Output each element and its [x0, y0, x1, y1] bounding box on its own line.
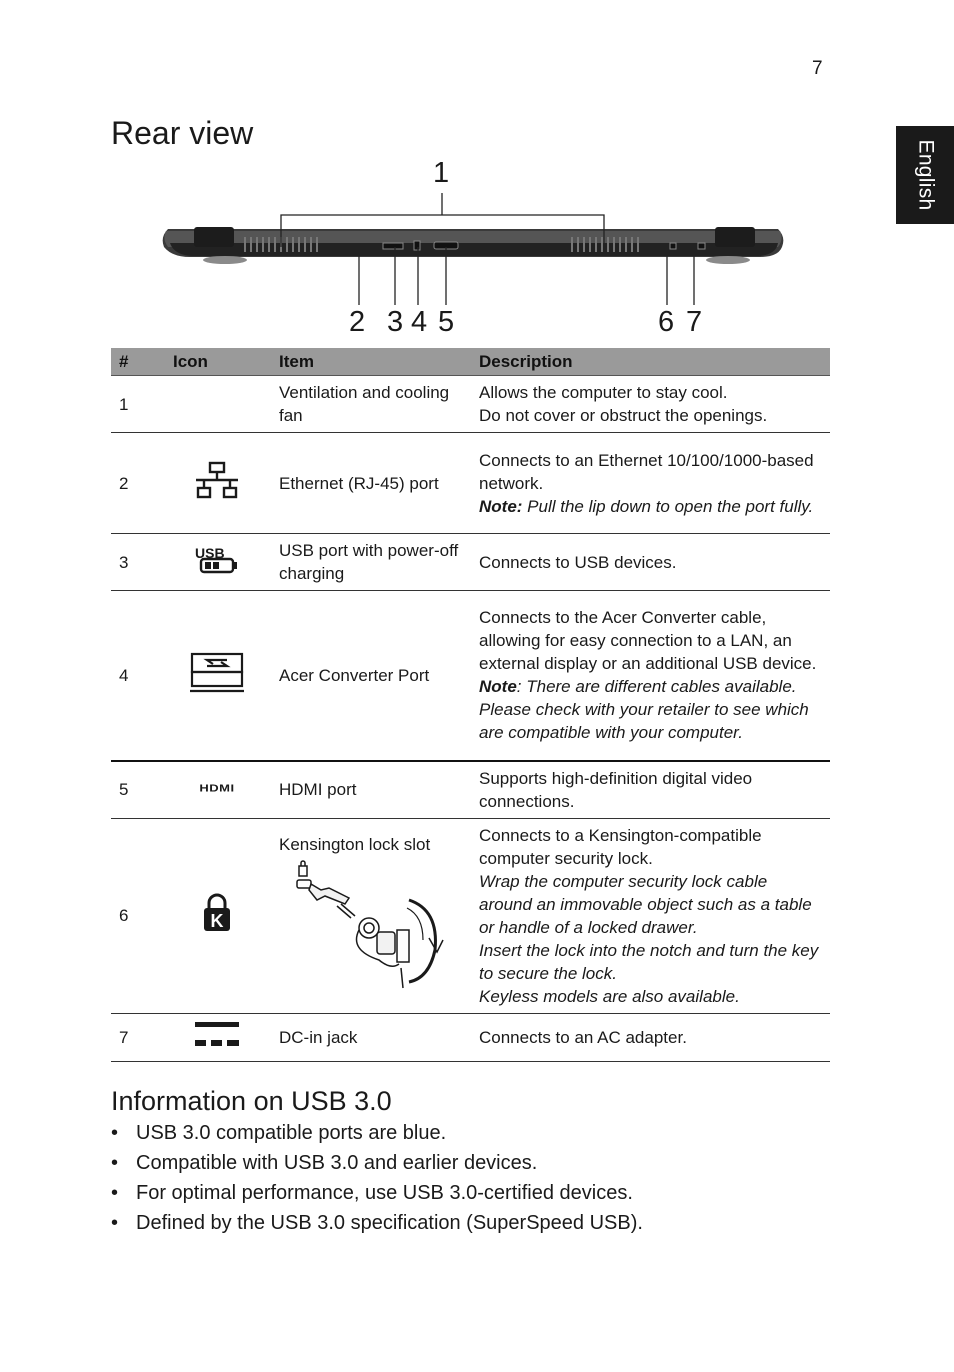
- description-italic-line: Wrap the computer security lock cable around an immovable object such as a table or handle of a locked drawer.: [479, 871, 812, 937]
- row-description: [471, 376, 830, 433]
- icon-cell: [161, 534, 271, 591]
- callout-1: 1: [433, 157, 450, 189]
- note-text: : There are different cables available. Please check with your retailer to see which are compatible with your computer.: [479, 677, 809, 743]
- icon-cell: [161, 376, 271, 433]
- row-number: 7: [111, 1013, 161, 1061]
- row-number: 3: [111, 534, 161, 591]
- list-item-text: For optimal performance, use USB 3.0-certified devices.: [136, 1182, 633, 1204]
- row-item: USB port with power-off charging: [271, 534, 471, 591]
- section-title-rear-view: Rear view: [111, 115, 254, 151]
- column-header-icon: Icon: [161, 348, 271, 376]
- note-label: Note: [479, 677, 517, 697]
- bullet-icon: •: [111, 1152, 119, 1174]
- description-italic-line: Insert the lock into the notch and turn the key to secure the lock.: [479, 940, 819, 983]
- list-item: [111, 1151, 643, 1181]
- list-item-text: USB 3.0 compatible ports are blue.: [136, 1122, 447, 1144]
- callout-7: 7: [686, 306, 703, 338]
- row-description: Connects to an AC adapter.: [471, 1013, 830, 1061]
- row-number: 1: [111, 376, 161, 433]
- kensington-lock-icon: [202, 893, 232, 933]
- list-item: [111, 1211, 643, 1241]
- table-row: [111, 376, 830, 433]
- dc-in-icon: [193, 1020, 241, 1048]
- page-number: 7: [812, 58, 823, 79]
- description-line: Connects to the Acer Converter cable, allowing for easy connection to a LAN, an external display or an additional USB device.: [479, 608, 817, 674]
- description-line: Do not cover or obstruct the openings.: [479, 406, 768, 425]
- icon-cell: [161, 761, 271, 819]
- description-line: Connects to a Kensington-compatible computer security lock.: [479, 825, 762, 868]
- bullet-icon: •: [111, 1182, 119, 1204]
- row-item: Acer Converter Port: [271, 591, 471, 761]
- usb-icon-label: USB: [195, 545, 225, 561]
- description-italic-line: Keyless models are also available.: [479, 986, 740, 1006]
- callout-6: 6: [658, 306, 675, 338]
- icon-cell: [161, 1013, 271, 1061]
- list-item: [111, 1181, 643, 1211]
- table-row: [111, 1013, 830, 1061]
- row-item: Kensington lock slot: [279, 834, 431, 854]
- row-item: Ventilation and cooling fan: [271, 376, 471, 433]
- language-tab-label: English: [914, 139, 938, 211]
- row-item: DC-in jack: [271, 1013, 471, 1061]
- callout-2: 2: [349, 306, 366, 338]
- note-label: Note:: [479, 496, 523, 516]
- row-description: [471, 591, 830, 761]
- description-line: Connects to an Ethernet 10/100/1000-based network.: [479, 450, 814, 493]
- column-header-description: Description: [471, 348, 830, 376]
- list-item-text: Defined by the USB 3.0 specification (SuperSpeed USB).: [136, 1212, 643, 1234]
- row-number: 6: [111, 818, 161, 1013]
- row-description: Supports high-definition digital video connections.: [471, 761, 830, 819]
- row-description: [471, 433, 830, 534]
- rear-view-diagram: [150, 155, 800, 345]
- bullet-icon: •: [111, 1122, 119, 1144]
- hdmi-icon: [191, 779, 243, 795]
- usb-power-off-charging-icon: [193, 543, 241, 575]
- column-header-number: #: [111, 348, 161, 376]
- rear-ports-table: [111, 348, 830, 1062]
- icon-cell: [161, 818, 271, 1013]
- callout-3: 3: [387, 306, 404, 338]
- table-row: [111, 818, 830, 1013]
- column-header-item: Item: [271, 348, 471, 376]
- laptop-rear-illustration: [150, 155, 800, 345]
- section-title-usb-info: Information on USB 3.0: [111, 1086, 392, 1116]
- description-note: [479, 675, 824, 744]
- table-row: [111, 761, 830, 819]
- row-description: [471, 818, 830, 1013]
- row-item: Ethernet (RJ-45) port: [271, 433, 471, 534]
- row-number: 4: [111, 591, 161, 761]
- description-note: [479, 495, 824, 518]
- icon-cell: [161, 433, 271, 534]
- ethernet-icon: [194, 461, 240, 499]
- row-number: 5: [111, 761, 161, 819]
- row-description: Connects to USB devices.: [471, 534, 830, 591]
- list-item-text: Compatible with USB 3.0 and earlier devices.: [136, 1152, 538, 1174]
- icon-cell: [161, 591, 271, 761]
- row-number: 2: [111, 433, 161, 534]
- note-text: Pull the lip down to open the port fully.: [522, 496, 814, 516]
- language-tab: [896, 126, 954, 224]
- acer-converter-icon: [189, 651, 245, 693]
- kensington-lock-illustration: [279, 860, 449, 990]
- usb-info-list: [111, 1121, 643, 1241]
- table-row: [111, 591, 830, 761]
- row-item-with-illustration: [271, 818, 471, 1013]
- table-row: [111, 534, 830, 591]
- callout-5: 5: [438, 306, 455, 338]
- bullet-icon: •: [111, 1212, 119, 1234]
- kensington-icon-letter: K: [210, 910, 224, 931]
- hdmi-icon-label: HDMI: [199, 784, 235, 795]
- description-line: Allows the computer to stay cool.: [479, 383, 728, 402]
- callout-4: 4: [411, 306, 428, 338]
- list-item: [111, 1121, 643, 1151]
- table-header-row: [111, 348, 830, 376]
- row-item: HDMI port: [271, 761, 471, 819]
- table-row: [111, 433, 830, 534]
